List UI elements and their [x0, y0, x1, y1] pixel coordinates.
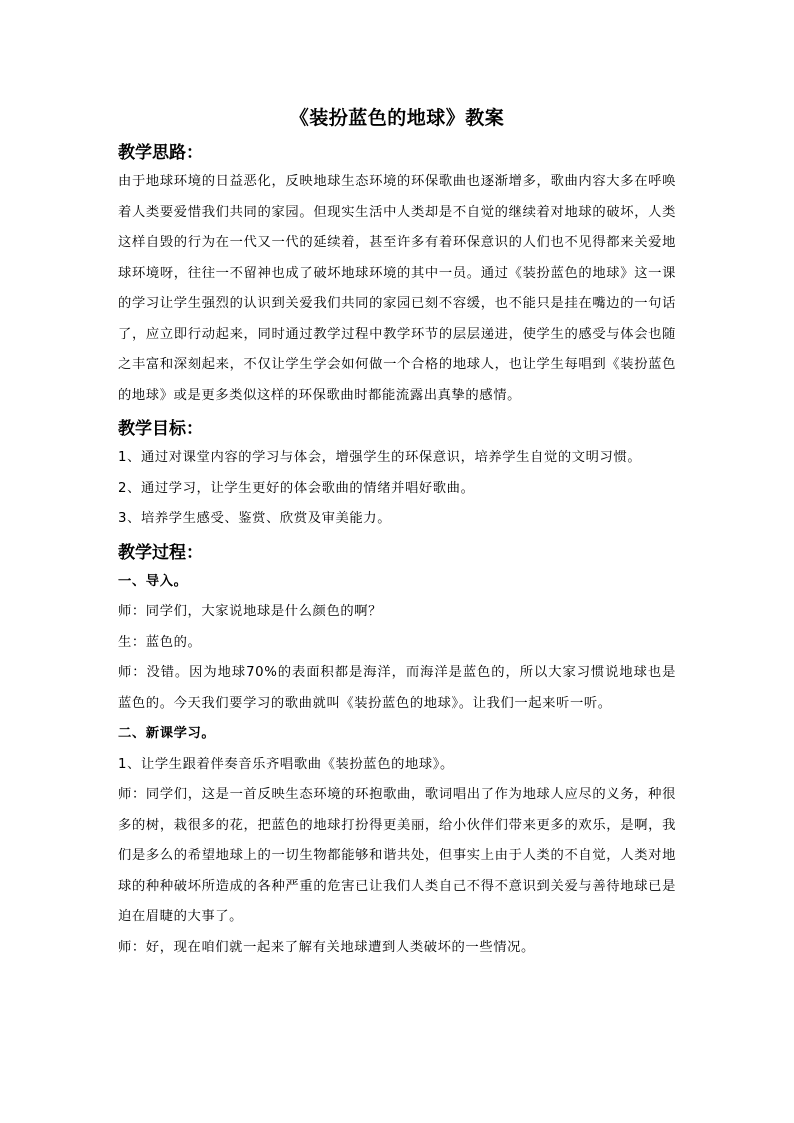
dialogue-line: 师：好，现在咱们就一起来了解有关地球遭到人类破坏的一些情况。	[118, 939, 535, 955]
dialogue-line: 师：同学们，大家说地球是什么颜色的啊？	[118, 604, 383, 619]
goal-item-1: 1、通过对课堂内容的学习与体会，增强学生的环保意识，培养学生自觉的文明习惯。	[118, 450, 642, 465]
dialogue-paragraph: 师：没错。因为地球70%的表面积都是海洋，而海洋是蓝色的，所以大家习惯说地球也是蓝色的。今天我们要学习的歌曲就叫《装扮蓝色的地球》。让我们一起来听一听。	[118, 665, 676, 711]
section-heading-teaching-goals: 教学目标：	[118, 419, 203, 439]
goal-item-3: 3、培养学生感受、鉴赏、欣赏及审美能力。	[118, 511, 392, 526]
dialogue-paragraph: 师：同学们，这是一首反映生态环境的环抱歌曲，歌词唱出了作为地球人应尽的义务，种很多的树，栽很多的花，把蓝色的地球打扮得更美丽，给小伙伴们带来更多的欢乐，是啊，我们是多么的希望地球上的一切生物都能够和谐共处，但事实上由于人类的不自觉，人类对地球的种种破坏所造成的各种严重的危害已让我们人类自己不得不意识到关爱与善待地球已是迫在眉睫的大事了。	[118, 787, 676, 924]
lesson-step-1: 1、让学生跟着伴奏音乐齐唱歌曲《装扮蓝色的地球》。	[118, 756, 454, 772]
document-title: 《装扮蓝色的地球》教案	[289, 107, 505, 129]
teaching-approach-paragraph: 由于地球环境的日益恶化，反映地球生态环境的环保歌曲也逐渐增多，歌曲内容大多在呼唤着人类要爱惜我们共同的家园。但现实生活中人类却是不自觉的继续着对地球的破坏，人类这样自毁的行为在一代又一代的延续着，甚至许多有着环保意识的人们也不见得都来关爱地球环境呀，往往一不留神也成了破坏地球环境的其中一员。通过《装扮蓝色的地球》这一课的学习让学生强烈的认识到关爱我们共同的家园已刻不容缓，也不能只是挂在嘴边的一句话了，应立即行动起来，同时通过教学过程中教学环节的层层递进，使学生的感受与体会也随之丰富和深刻起来，不仅让学生学会如何做一个合格的地球人，也让学生每唱到《装扮蓝色的地球》或是更多类似这样的环保歌曲时都能流露出真挚的感情。	[118, 174, 676, 403]
document-page	[118, 103, 676, 963]
section-heading-teaching-approach: 教学思路：	[118, 143, 203, 163]
section-heading-teaching-process: 教学过程：	[118, 542, 203, 563]
part-title-introduction: 一、导入。	[118, 573, 188, 589]
goal-item-2: 2、通过学习，让学生更好的体会歌曲的情绪并唱好歌曲。	[118, 480, 475, 496]
part-title-new-lesson: 二、新课学习。	[118, 726, 216, 741]
dialogue-line: 生：蓝色的。	[118, 634, 202, 650]
